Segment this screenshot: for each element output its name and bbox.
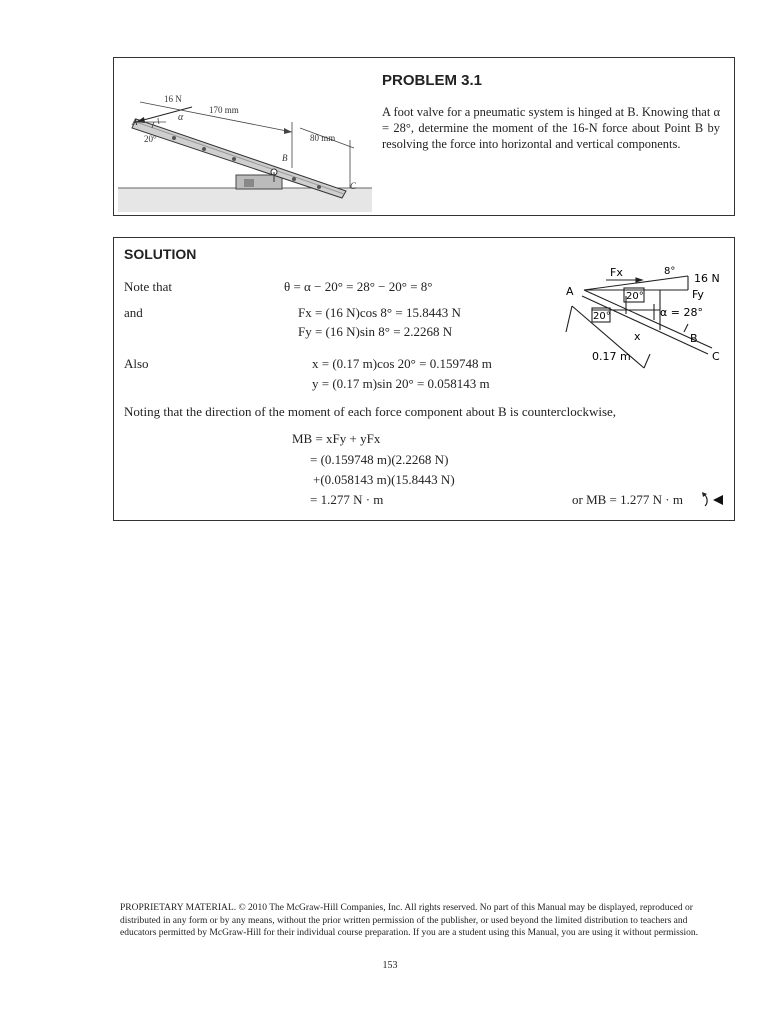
- equation-line-2: = (0.159748 m)(2.2268 N): [310, 452, 449, 467]
- label-and: and: [124, 305, 143, 320]
- sketch-label-c: C: [712, 350, 720, 363]
- equation-fy: Fy = (16 N)sin 8° = 2.2268 N: [298, 324, 453, 339]
- page-number: 153: [382, 960, 398, 971]
- label-also: Also: [124, 356, 149, 371]
- final-answer: or MB = 1.277 N · m: [572, 492, 683, 507]
- equation-theta: θ = α − 20° = 28° − 20° = 8°: [284, 279, 433, 294]
- label-point-a: A: [132, 117, 138, 127]
- equation-y: y = (0.17 m)sin 20° = 0.058143 m: [312, 376, 490, 391]
- problem-figure: [114, 58, 376, 215]
- problem-statement: A foot valve for a pneumatic system is hinged at B. Knowing that α = 28°, determine the moment of the 16-N force about Point B by resolving the force into horizontal and vertical components.: [382, 105, 720, 151]
- problem-title: PROBLEM 3.1: [382, 72, 483, 89]
- label-point-c: C: [350, 181, 357, 191]
- label-force: 16 N: [164, 94, 182, 104]
- equation-line-3: +(0.058143 m)(15.8443 N): [313, 472, 455, 487]
- sketch-label-a: A: [566, 285, 574, 298]
- hinge-support: [236, 175, 282, 189]
- label-alpha: α: [178, 112, 184, 123]
- counterclockwise-arrow-icon: [700, 490, 726, 510]
- equation-mb: MB = xFy + yFx: [292, 431, 381, 446]
- equation-x: x = (0.17 m)cos 20° = 0.159748 m: [312, 356, 492, 371]
- proprietary-notice: PROPRIETARY MATERIAL. © 2010 The McGraw-Hill Companies, Inc. All rights reserved. No part of this Manual may be displayed, reproduced or distributed in any form or by any means, without the prior written permission of the publisher, or used beyond the limited distribution to teachers and educators permitted by McGraw-Hill for their individual course preparation. If you are a student using this Manual, you are using it without permission.: [120, 903, 699, 938]
- equation-line-4: = 1.277 N · m: [310, 492, 384, 507]
- sketch-label-dist: 0.17 m: [592, 350, 631, 363]
- sketch-label-fx: Fx: [610, 266, 623, 279]
- label-note-that: Note that: [124, 279, 173, 294]
- sketch-label-alpha: α = 28°: [660, 306, 703, 319]
- label-170: 170 mm: [209, 105, 239, 115]
- sketch-label-x: x: [634, 330, 641, 343]
- noting-text: Noting that the direction of the moment of each force component about B is counterclockwise,: [124, 404, 617, 419]
- label-point-b: B: [282, 153, 288, 163]
- equation-fx: Fx = (16 N)cos 8° = 15.8443 N: [298, 305, 461, 320]
- sketch-label-b: B: [690, 332, 698, 345]
- label-80: 80 mm: [310, 133, 336, 143]
- solution-sketch: [562, 262, 730, 384]
- label-angle-20: 20°: [144, 134, 157, 144]
- sketch-label-20deg-top: 20°: [626, 291, 644, 302]
- sketch-label-8deg: 8°: [664, 266, 676, 277]
- sketch-label-fy: Fy: [692, 288, 704, 301]
- solution-heading: SOLUTION: [124, 246, 197, 262]
- sketch-label-20deg-bottom: 20°: [593, 311, 611, 322]
- sketch-label-16n: 16 N: [694, 272, 720, 285]
